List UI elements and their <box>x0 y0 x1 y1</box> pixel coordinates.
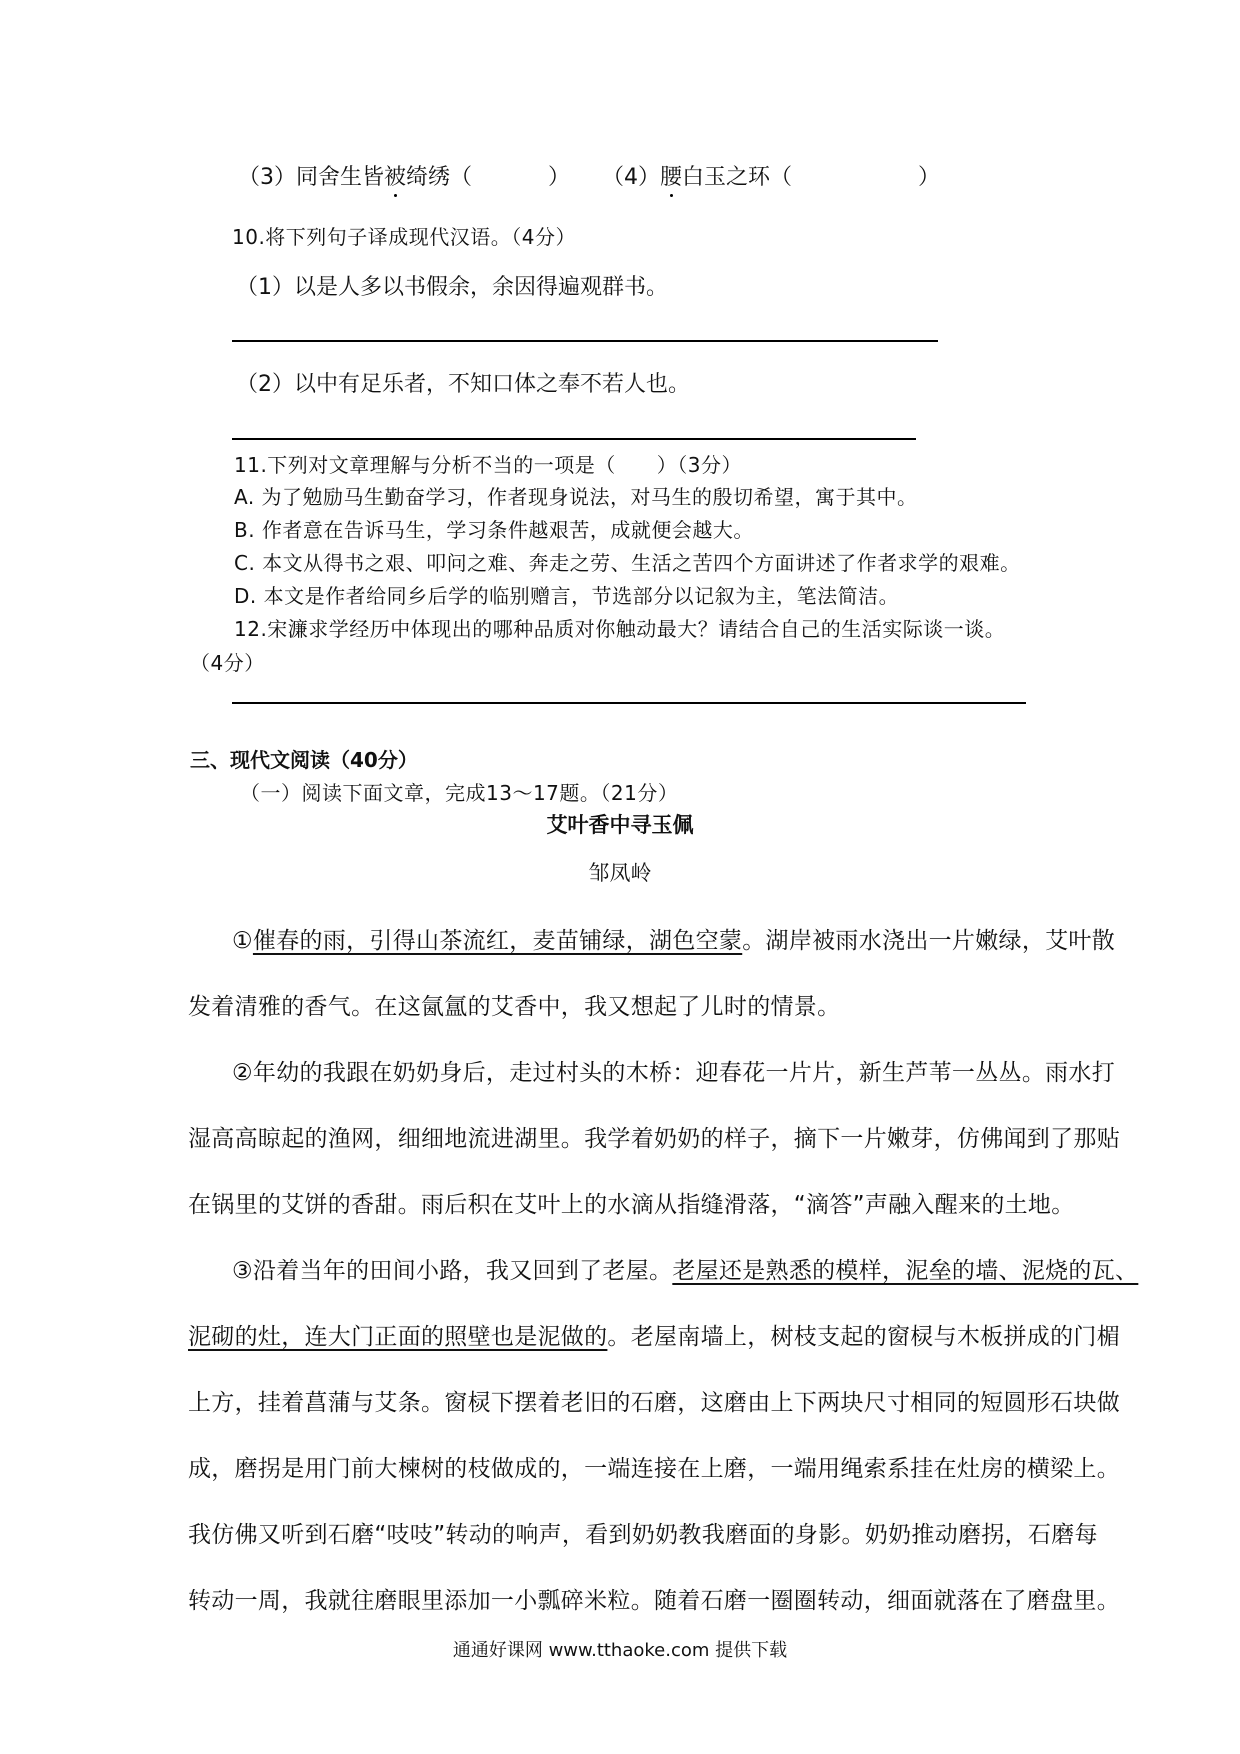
answer-line-1 <box>232 340 938 342</box>
line-text: 成，磨拐是用门前大楝树的枝做成的，一端连接在上磨，一端用绳索系挂在灶房的横梁上。 <box>188 1456 1120 1482</box>
line-text: ① <box>232 928 253 954</box>
q11-option-b: B. 作者意在告诉马生，学习条件越艰苦，成就便会越大。 <box>234 518 754 542</box>
q9-item-4-close: ） <box>918 165 941 190</box>
article-line <box>188 1582 1120 1615</box>
article-line <box>188 1450 1120 1483</box>
q9-item-3-close: ） <box>548 165 571 190</box>
q9-item-4: （4）腰白玉之环（ <box>602 160 792 191</box>
emphasis-dot-char: 腰 <box>660 160 682 191</box>
article-author: 邹凤岭 <box>588 861 652 885</box>
line-text: 。湖岸被雨水浇出一片嫩绿，艾叶散 <box>742 928 1116 954</box>
q10-stem: 10.将下列句子译成现代汉语。（4分） <box>232 225 577 249</box>
article-line <box>232 922 1115 955</box>
q10-sentence-1: （1）以是人多以书假余，余因得遍观群书。 <box>236 275 668 300</box>
answer-line-3 <box>232 702 1026 704</box>
line-text: 上方，挂着菖蒲与艾条。窗棂下摆着老旧的石磨，这磨由上下两块尺寸相同的短圆形石块做 <box>188 1390 1120 1416</box>
q9-item-3: （3）同舍生皆被绮绣（ <box>238 160 472 191</box>
section-part-1: （一）阅读下面文章，完成13～17题。（21分） <box>240 781 679 805</box>
q11-stem: 11.下列对文章理解与分析不当的一项是（ ）（3分） <box>234 453 743 477</box>
underlined-text: 泥砌的灶，连大门正面的照壁也是泥做的 <box>188 1324 608 1350</box>
article-line <box>188 1384 1120 1417</box>
line-text: 湿高高晾起的渔网，细细地流进湖里。我学着奶奶的样子，摘下一片嫩芽，仿佛闻到了那贴 <box>188 1126 1120 1152</box>
section-heading: 三、现代文阅读（40分） <box>190 748 418 772</box>
q12-score: （4分） <box>190 651 265 675</box>
q12-stem: 12.宋濂求学经历中体现出的哪种品质对你触动最大？请结合自己的生活实际谈一谈。 <box>234 617 1006 641</box>
article-line <box>188 1186 1075 1219</box>
article-title: 艾叶香中寻玉佩 <box>546 813 694 837</box>
emphasis-dot-char: 被 <box>384 160 406 191</box>
q11-option-d: D. 本文是作者给同乡后学的临别赠言，节选部分以记叙为主，笔法简洁。 <box>234 584 900 608</box>
underlined-text: 老屋还是熟悉的模样，泥垒的墙、泥烧的瓦、 <box>672 1258 1139 1284</box>
underlined-text: 催春的雨，引得山茶流红，麦苗铺绿，湖色空蒙 <box>252 928 743 954</box>
article-line <box>232 1054 1115 1087</box>
article-line <box>188 988 840 1021</box>
q11-option-c: C. 本文从得书之艰、叩问之难、奔走之劳、生活之苦四个方面讲述了作者求学的艰难。 <box>234 551 1021 575</box>
article-line <box>188 1120 1120 1153</box>
line-text: 在锅里的艾饼的香甜。雨后积在艾叶上的水滴从指缝滑落，“滴答”声融入醒来的土地。 <box>188 1192 1075 1218</box>
page-footer: 通通好课网 www.tthaoke.com 提供下载 <box>452 1640 788 1661</box>
line-text: 。老屋南墙上，树枝支起的窗棂与木板拼成的门楣 <box>607 1324 1121 1350</box>
article-line <box>188 1318 1120 1351</box>
line-text: 我仿佛又听到石磨“吱吱”转动的响声，看到奶奶教我磨面的身影。奶奶推动磨拐，石磨每 <box>188 1522 1098 1548</box>
article-line <box>232 1252 1138 1285</box>
article-line <box>188 1516 1098 1549</box>
line-text: ③沿着当年的田间小路，我又回到了老屋。 <box>232 1258 673 1284</box>
line-text: 发着清雅的香气。在这氤氲的艾香中，我又想起了儿时的情景。 <box>188 994 841 1020</box>
q10-sentence-2: （2）以中有足乐者，不知口体之奉不若人也。 <box>236 372 690 397</box>
line-text: 转动一周，我就往磨眼里添加一小瓢碎米粒。随着石磨一圈圈转动，细面就落在了磨盘里。 <box>188 1588 1120 1614</box>
q11-option-a: A. 为了勉励马生勤奋学习，作者现身说法，对马生的殷切希望，寓于其中。 <box>234 485 918 509</box>
answer-line-2 <box>232 438 916 440</box>
line-text: ②年幼的我跟在奶奶身后，走过村头的木桥：迎春花一片片，新生芦苇一丛丛。雨水打 <box>232 1060 1116 1086</box>
